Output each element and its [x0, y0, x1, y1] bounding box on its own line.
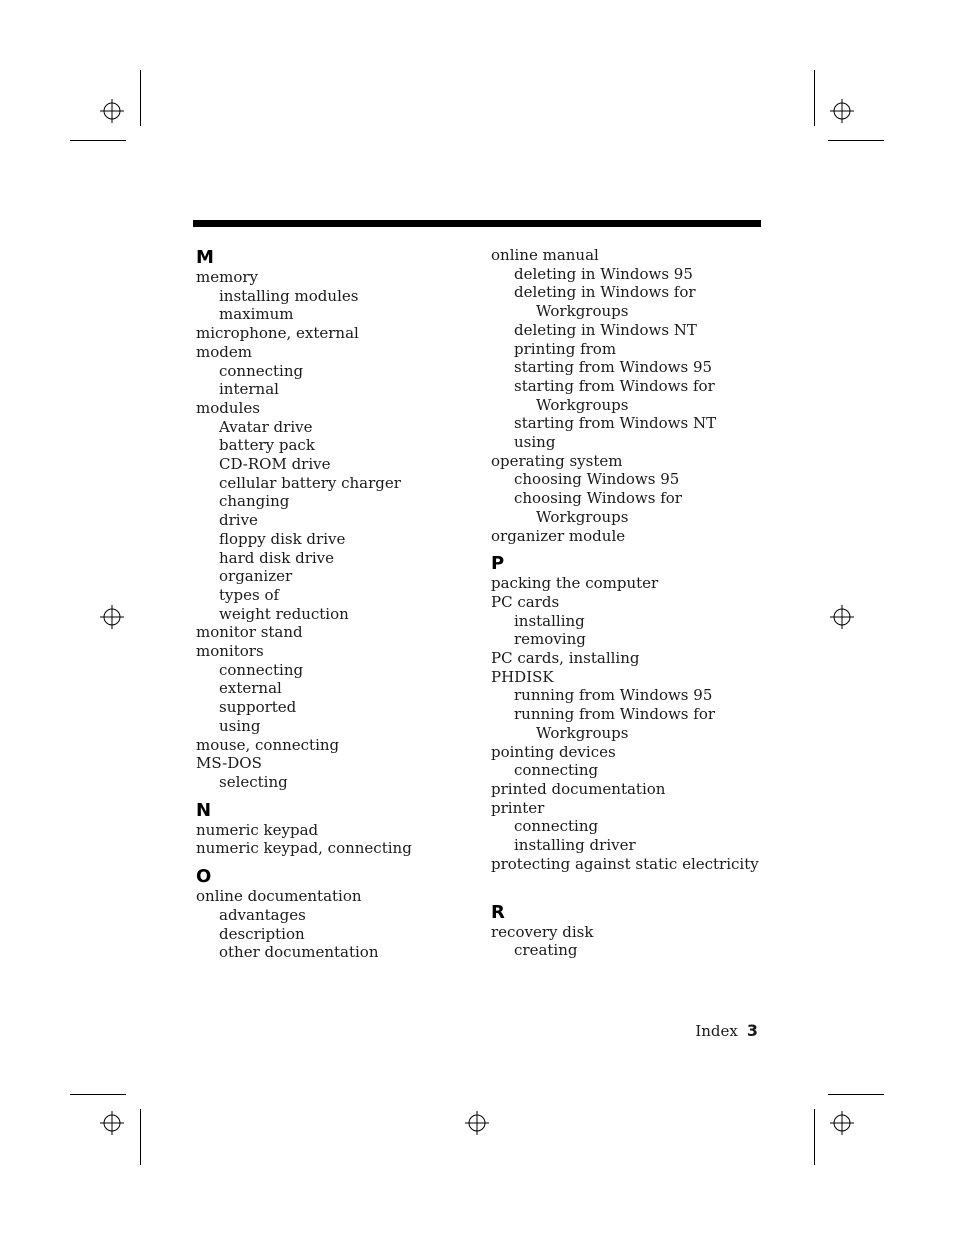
index-subentry: deleting in Windows NT: [514, 320, 697, 339]
index-subentry: Workgroups: [536, 302, 629, 321]
index-entry: numeric keypad, connecting: [196, 839, 412, 858]
index-subentry: maximum: [219, 305, 294, 324]
index-subentry: running from Windows for: [514, 705, 716, 724]
index-subentry: creating: [514, 941, 578, 960]
index-entry: recovery disk: [491, 922, 594, 941]
index-subentry: supported: [219, 698, 297, 717]
index-entry: organizer module: [491, 526, 626, 545]
registration-mark-icon: [100, 605, 124, 629]
index-entry: printer: [491, 798, 545, 817]
index-subentry: running from Windows 95: [514, 686, 713, 705]
index-subentry: other documentation: [219, 943, 379, 962]
index-subentry: connecting: [219, 361, 304, 380]
registration-mark-icon: [100, 1111, 124, 1135]
index-subentry: Avatar drive: [219, 417, 313, 436]
index-subentry: installing: [514, 611, 585, 630]
crop-mark: [828, 140, 884, 141]
section-letter: N: [196, 799, 212, 821]
index-subentry: deleting in Windows for: [514, 283, 696, 302]
registration-mark-icon: [100, 99, 124, 123]
index-column-left: [196, 246, 476, 962]
index-subentry: Workgroups: [536, 723, 629, 742]
crop-mark: [140, 1109, 141, 1165]
index-subentry: using: [219, 716, 261, 735]
index-entry: microphone, external: [196, 324, 359, 343]
index-subentry: starting from Windows NT: [514, 414, 717, 433]
index-subentry: connecting: [514, 761, 599, 780]
index-subentry: types of: [219, 585, 280, 604]
registration-mark-icon: [830, 99, 854, 123]
index-subentry: printing from: [514, 339, 617, 358]
index-subentry: installing modules: [219, 286, 359, 305]
index-subentry: cellular battery charger: [219, 473, 401, 492]
crop-mark: [70, 140, 126, 141]
index-entry: numeric keypad: [196, 820, 319, 839]
index-subentry: removing: [514, 630, 586, 649]
index-entry: PC cards, installing: [491, 649, 640, 668]
index-entry: mouse, connecting: [196, 735, 340, 754]
footer-label: Index: [695, 1022, 738, 1040]
index-subentry: internal: [219, 380, 279, 399]
index-subentry: changing: [219, 492, 290, 511]
index-entry: modem: [196, 342, 252, 361]
index-entry: memory: [196, 268, 258, 286]
index-subentry: advantages: [219, 905, 306, 924]
index-entry: online manual: [491, 246, 599, 264]
crop-mark: [828, 1094, 884, 1095]
index-entry: protecting against static electricity: [491, 854, 759, 873]
page-number: 3: [746, 1021, 758, 1040]
index-entry: modules: [196, 398, 260, 417]
index-subentry: weight reduction: [219, 604, 349, 623]
index-entry: monitors: [196, 642, 264, 661]
index-entry: monitor stand: [196, 623, 303, 642]
crop-mark: [70, 1094, 126, 1095]
crop-mark: [140, 70, 141, 126]
registration-mark-icon: [465, 1111, 489, 1135]
header-rule: [193, 220, 761, 227]
index-subentry: connecting: [514, 817, 599, 836]
registration-mark-icon: [830, 1111, 854, 1135]
crop-mark: [814, 70, 815, 126]
index-entry: MS-DOS: [196, 754, 262, 773]
index-subentry: using: [514, 433, 556, 452]
index-subentry: drive: [219, 511, 258, 530]
index-subentry: hard disk drive: [219, 548, 335, 567]
index-subentry: starting from Windows 95: [514, 358, 713, 377]
index-subentry: organizer: [219, 567, 293, 586]
index-subentry: CD-ROM drive: [219, 455, 331, 474]
index-subentry: choosing Windows for: [514, 489, 682, 508]
registration-mark-icon: [830, 605, 854, 629]
index-subentry: selecting: [219, 772, 288, 791]
index-entry: pointing devices: [491, 742, 616, 761]
index-subentry: floppy disk drive: [219, 529, 346, 548]
index-entry: PC cards: [491, 592, 560, 611]
index-subentry: starting from Windows for: [514, 376, 715, 395]
index-subentry: deleting in Windows 95: [514, 264, 693, 283]
index-entry: packing the computer: [491, 574, 659, 593]
section-letter: M: [196, 247, 214, 268]
crop-mark: [814, 1109, 815, 1165]
index-entry: operating system: [491, 451, 623, 470]
index-subentry: installing driver: [514, 836, 636, 855]
page-footer: [695, 1021, 758, 1040]
index-entry: printed documentation: [491, 779, 666, 798]
index-entry: online documentation: [196, 887, 362, 906]
index-subentry: external: [219, 679, 282, 698]
index-subentry: Workgroups: [536, 395, 629, 414]
section-letter: R: [491, 901, 505, 923]
index-subentry: Workgroups: [536, 507, 629, 526]
section-letter: O: [196, 866, 212, 888]
index-column-right: [491, 246, 781, 960]
index-subentry: connecting: [219, 660, 304, 679]
index-subentry: description: [219, 924, 305, 943]
section-letter: P: [491, 553, 505, 575]
index-subentry: choosing Windows 95: [514, 470, 680, 489]
index-entry: PHDISK: [491, 667, 554, 686]
index-subentry: battery pack: [219, 436, 315, 455]
